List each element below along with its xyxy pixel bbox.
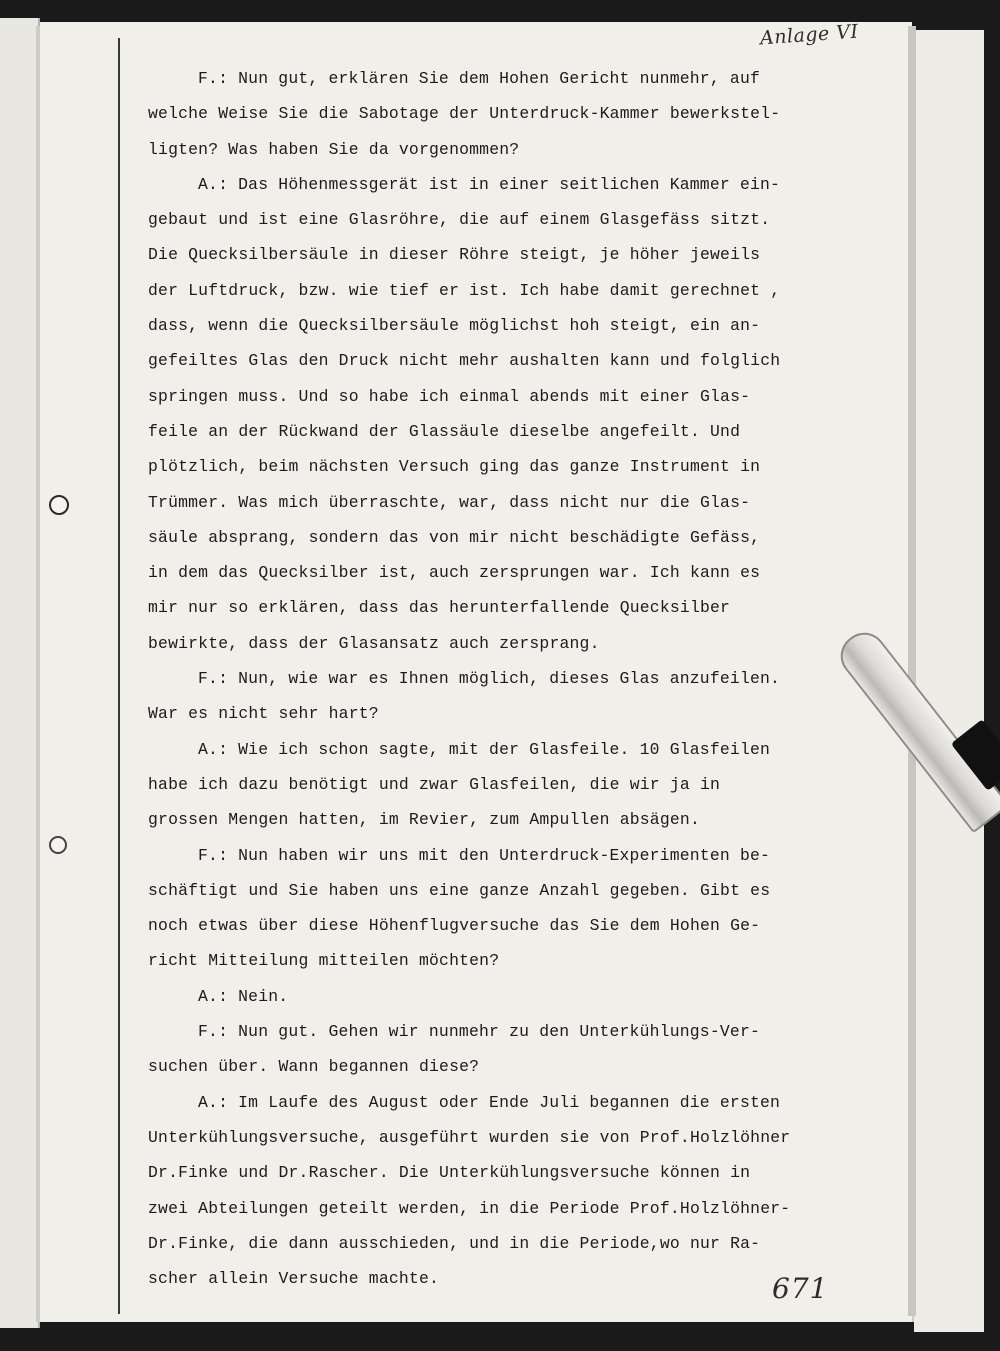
margin-line — [118, 38, 120, 1314]
text-line: springen muss. Und so habe ich einmal abends mit einer Glas- — [148, 386, 751, 406]
text-line: plötzlich, beim nächsten Versuch ging das ganze Instrument in — [148, 457, 761, 477]
text-line: A.: Nein. — [198, 986, 289, 1006]
text-line: säule absprang, sondern das von mir nicht beschädigte Gefäss, — [148, 527, 761, 547]
text-line: habe ich dazu benötigt und zwar Glasfeilen, die wir ja in — [148, 774, 721, 794]
text-line: Die Quecksilbersäule in dieser Röhre steigt, je höher jeweils — [148, 245, 761, 265]
text-line: gefeiltes Glas den Druck nicht mehr aushalten kann und folglich — [148, 351, 781, 371]
text-line: Unterkühlungsversuche, ausgeführt wurden sie von Prof.Holzlöhner — [148, 1127, 791, 1147]
text-line: War es nicht sehr hart? — [148, 704, 379, 724]
text-line: Trümmer. Was mich überraschte, war, dass nicht nur die Glas- — [148, 492, 751, 512]
text-line: scher allein Versuche machte. — [148, 1269, 440, 1289]
text-line: zwei Abteilungen geteilt werden, in die Periode Prof.Holzlöhner- — [148, 1198, 791, 1218]
typewritten-text — [148, 61, 868, 1296]
handwritten-annotation: Anlage VI — [759, 20, 860, 50]
text-line: Dr.Finke und Dr.Rascher. Die Unterkühlungsversuche können in — [148, 1163, 751, 1183]
text-line: richt Mitteilung mitteilen möchten? — [148, 951, 500, 971]
text-line: welche Weise Sie die Sabotage der Unterdruck-Kammer bewerkstel- — [148, 104, 781, 124]
text-line: A.: Wie ich schon sagte, mit der Glasfeile. 10 Glasfeilen — [198, 739, 771, 759]
text-line: suchen über. Wann begannen diese? — [148, 1057, 480, 1077]
text-line: F.: Nun, wie war es Ihnen möglich, dieses Glas anzufeilen. — [198, 669, 781, 689]
punch-hole-icon — [49, 836, 67, 854]
page-number: 671 — [772, 1272, 829, 1305]
adjacent-sheet-edge — [914, 30, 984, 1332]
text-line: feile an der Rückwand der Glassäule dieselbe angefeilt. Und — [148, 421, 741, 441]
text-line: mir nur so erklären, dass das herunterfallende Quecksilber — [148, 598, 731, 618]
text-line: Dr.Finke, die dann ausschieden, und in die Periode,wo nur Ra- — [148, 1233, 761, 1253]
text-line: A.: Das Höhenmessgerät ist in einer seitlichen Kammer ein- — [198, 174, 781, 194]
text-line: gebaut und ist eine Glasröhre, die auf einem Glasgefäss sitzt. — [148, 210, 771, 230]
text-line: dass, wenn die Quecksilbersäule möglichst hoh steigt, ein an- — [148, 316, 761, 336]
text-line: A.: Im Laufe des August oder Ende Juli begannen die ersten — [198, 1092, 781, 1112]
text-line: schäftigt und Sie haben uns eine ganze Anzahl gegeben. Gibt es — [148, 880, 771, 900]
text-line: bewirkte, dass der Glasansatz auch zersprang. — [148, 633, 600, 653]
text-line: F.: Nun gut. Gehen wir nunmehr zu den Unterkühlungs-Ver- — [198, 1022, 761, 1042]
text-line: grossen Mengen hatten, im Revier, zum Ampullen absägen. — [148, 810, 700, 830]
text-line: F.: Nun haben wir uns mit den Unterdruck-Experimenten be- — [198, 845, 771, 865]
text-line: in dem das Quecksilber ist, auch zersprungen war. Ich kann es — [148, 563, 761, 583]
text-line: der Luftdruck, bzw. wie tief er ist. Ich habe damit gerechnet , — [148, 280, 781, 300]
text-line: noch etwas über diese Höhenflugversuche das Sie dem Hohen Ge- — [148, 916, 761, 936]
adjacent-page-edge — [0, 18, 40, 1328]
punch-hole-icon — [49, 495, 69, 515]
text-line: F.: Nun gut, erklären Sie dem Hohen Gericht nunmehr, auf — [198, 69, 761, 88]
text-line: ligten? Was haben Sie da vorgenommen? — [148, 139, 520, 159]
page-right-edge — [908, 26, 916, 1316]
